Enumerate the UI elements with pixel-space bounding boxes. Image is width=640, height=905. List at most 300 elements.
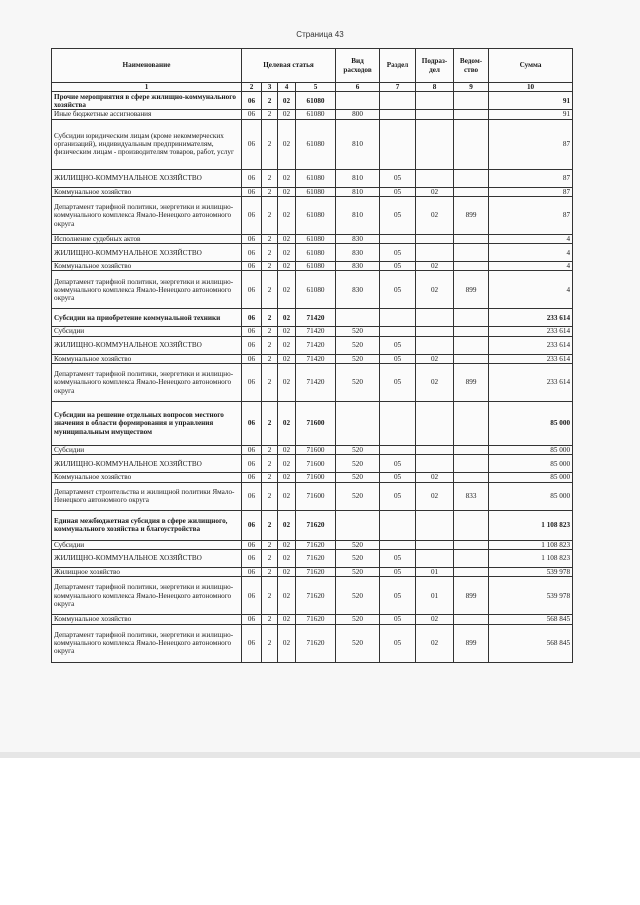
table-row	[52, 92, 573, 110]
cell-expense-type: 520	[336, 364, 380, 402]
cell-direction: 71420	[296, 354, 336, 363]
cell-expense-type: 520	[336, 540, 380, 549]
cell-section: 05	[380, 567, 416, 576]
cell-main-activity: 02	[278, 196, 296, 234]
cell-sum: 233 614	[489, 309, 573, 327]
cell-expense-type: 520	[336, 327, 380, 336]
cell-main-activity: 02	[278, 327, 296, 336]
cell-department	[454, 540, 489, 549]
table-row	[52, 196, 573, 234]
table-row	[52, 271, 573, 309]
cell-expense-type: 520	[336, 446, 380, 455]
cell-program: 06	[242, 540, 262, 549]
cell-subsection	[416, 455, 454, 473]
cell-sum: 4	[489, 244, 573, 262]
cell-sum: 4	[489, 271, 573, 309]
cell-subsection: 02	[416, 354, 454, 363]
cell-main-activity: 02	[278, 92, 296, 110]
cell-direction: 71420	[296, 364, 336, 402]
cell-section: 05	[380, 196, 416, 234]
row-name: ЖИЛИЩНО-КОММУНАЛЬНОЕ ХОЗЯЙСТВО	[52, 336, 242, 354]
cell-department	[454, 262, 489, 271]
cell-main-activity: 02	[278, 615, 296, 624]
row-name: ЖИЛИЩНО-КОММУНАЛЬНОЕ ХОЗЯЙСТВО	[52, 549, 242, 567]
cell-sum: 4	[489, 262, 573, 271]
header-name: Наименование	[52, 49, 242, 83]
col-number: 9	[454, 83, 489, 92]
cell-subprogram: 2	[262, 110, 278, 119]
table-row	[52, 567, 573, 576]
cell-department	[454, 336, 489, 354]
row-name: Субсидии на решение отдельных вопросов местного значения в области формирования и управления муниципальным имуществом	[52, 402, 242, 446]
cell-program: 06	[242, 402, 262, 446]
cell-expense-type: 520	[336, 482, 380, 510]
cell-main-activity: 02	[278, 577, 296, 615]
cell-expense-type: 810	[336, 119, 380, 169]
cell-subprogram: 2	[262, 336, 278, 354]
cell-subprogram: 2	[262, 327, 278, 336]
row-name: Коммунальное хозяйство	[52, 262, 242, 271]
col-number: 6	[336, 83, 380, 92]
cell-sum: 85 000	[489, 446, 573, 455]
cell-direction: 61080	[296, 196, 336, 234]
cell-section	[380, 540, 416, 549]
cell-expense-type: 520	[336, 473, 380, 482]
cell-department	[454, 473, 489, 482]
cell-program: 06	[242, 110, 262, 119]
cell-subprogram: 2	[262, 196, 278, 234]
cell-department	[454, 354, 489, 363]
table-row	[52, 624, 573, 662]
table-row	[52, 354, 573, 363]
col-number: 1	[52, 83, 242, 92]
scan-edge	[0, 752, 640, 758]
cell-direction: 61080	[296, 244, 336, 262]
column-number-row	[52, 83, 573, 92]
cell-main-activity: 02	[278, 482, 296, 510]
cell-subsection: 01	[416, 567, 454, 576]
col-number: 5	[296, 83, 336, 92]
cell-direction: 61080	[296, 110, 336, 119]
cell-program: 06	[242, 473, 262, 482]
cell-expense-type: 810	[336, 169, 380, 187]
cell-sum: 91	[489, 110, 573, 119]
cell-section	[380, 327, 416, 336]
cell-subprogram: 2	[262, 119, 278, 169]
row-name: Департамент тарифной политики, энергетики и жилищно-коммунального комплекса Ямало-Ненецкого автономного округа	[52, 624, 242, 662]
cell-subprogram: 2	[262, 510, 278, 540]
cell-subsection	[416, 540, 454, 549]
cell-direction: 61080	[296, 271, 336, 309]
table-row	[52, 110, 573, 119]
cell-expense-type: 830	[336, 234, 380, 243]
cell-sum: 85 000	[489, 482, 573, 510]
cell-section	[380, 510, 416, 540]
col-number: 4	[278, 83, 296, 92]
cell-direction: 71600	[296, 482, 336, 510]
cell-expense-type: 520	[336, 624, 380, 662]
cell-section: 05	[380, 577, 416, 615]
cell-direction: 71620	[296, 510, 336, 540]
cell-section	[380, 110, 416, 119]
table-row	[52, 262, 573, 271]
cell-main-activity: 02	[278, 244, 296, 262]
cell-direction: 61080	[296, 119, 336, 169]
cell-department: 833	[454, 482, 489, 510]
cell-department	[454, 567, 489, 576]
cell-expense-type	[336, 309, 380, 327]
cell-section: 05	[380, 187, 416, 196]
cell-expense-type: 520	[336, 577, 380, 615]
row-name: Департамент строительства и жилищной политики Ямало-Ненецкого автономного округа	[52, 482, 242, 510]
cell-subprogram: 2	[262, 354, 278, 363]
cell-main-activity: 02	[278, 309, 296, 327]
cell-subprogram: 2	[262, 402, 278, 446]
cell-department	[454, 92, 489, 110]
table-row	[52, 234, 573, 243]
cell-subprogram: 2	[262, 169, 278, 187]
cell-department: 899	[454, 624, 489, 662]
cell-program: 06	[242, 262, 262, 271]
table-row	[52, 119, 573, 169]
cell-section	[380, 309, 416, 327]
cell-program: 06	[242, 615, 262, 624]
cell-department: 899	[454, 577, 489, 615]
row-name: Субсидии	[52, 446, 242, 455]
table-row	[52, 446, 573, 455]
row-name: ЖИЛИЩНО-КОММУНАЛЬНОЕ ХОЗЯЙСТВО	[52, 455, 242, 473]
cell-subsection	[416, 336, 454, 354]
cell-sum: 233 614	[489, 354, 573, 363]
header-row	[52, 49, 573, 83]
cell-section	[380, 446, 416, 455]
cell-sum: 85 000	[489, 473, 573, 482]
cell-direction: 61080	[296, 92, 336, 110]
cell-subsection	[416, 234, 454, 243]
cell-section	[380, 119, 416, 169]
cell-subsection	[416, 402, 454, 446]
cell-subsection: 02	[416, 473, 454, 482]
budget-table	[51, 48, 573, 663]
col-number: 3	[262, 83, 278, 92]
cell-subsection	[416, 119, 454, 169]
cell-program: 06	[242, 364, 262, 402]
cell-subsection	[416, 510, 454, 540]
cell-sum: 233 614	[489, 336, 573, 354]
cell-direction: 71620	[296, 540, 336, 549]
col-number: 8	[416, 83, 454, 92]
cell-department: 899	[454, 364, 489, 402]
cell-program: 06	[242, 327, 262, 336]
table-row	[52, 169, 573, 187]
cell-subsection: 02	[416, 624, 454, 662]
cell-subprogram: 2	[262, 446, 278, 455]
row-name: ЖИЛИЩНО-КОММУНАЛЬНОЕ ХОЗЯЙСТВО	[52, 169, 242, 187]
cell-sum: 87	[489, 169, 573, 187]
cell-program: 06	[242, 196, 262, 234]
row-name: Коммунальное хозяйство	[52, 615, 242, 624]
cell-subprogram: 2	[262, 577, 278, 615]
cell-department: 899	[454, 271, 489, 309]
cell-program: 06	[242, 234, 262, 243]
cell-main-activity: 02	[278, 110, 296, 119]
cell-program: 06	[242, 119, 262, 169]
row-name: Прочие мероприятия в сфере жилищно-коммунального хозяйства	[52, 92, 242, 110]
cell-direction: 71620	[296, 577, 336, 615]
cell-subsection: 02	[416, 364, 454, 402]
row-name: Департамент тарифной политики, энергетики и жилищно-коммунального комплекса Ямало-Ненецкого автономного округа	[52, 364, 242, 402]
cell-program: 06	[242, 244, 262, 262]
table-row	[52, 364, 573, 402]
cell-subsection: 02	[416, 482, 454, 510]
table-row	[52, 336, 573, 354]
cell-department	[454, 169, 489, 187]
cell-main-activity: 02	[278, 187, 296, 196]
cell-section: 05	[380, 364, 416, 402]
cell-main-activity: 02	[278, 336, 296, 354]
table-row	[52, 309, 573, 327]
cell-department	[454, 402, 489, 446]
cell-department	[454, 455, 489, 473]
cell-department	[454, 309, 489, 327]
cell-subprogram: 2	[262, 482, 278, 510]
cell-subprogram: 2	[262, 615, 278, 624]
col-number: 10	[489, 83, 573, 92]
row-name: Исполнение судебных актов	[52, 234, 242, 243]
cell-sum: 87	[489, 119, 573, 169]
cell-subprogram: 2	[262, 455, 278, 473]
cell-department	[454, 110, 489, 119]
cell-subsection: 02	[416, 187, 454, 196]
cell-main-activity: 02	[278, 271, 296, 309]
header-sum: Сумма	[489, 49, 573, 83]
cell-section: 05	[380, 482, 416, 510]
cell-sum: 1 108 823	[489, 510, 573, 540]
cell-direction: 71600	[296, 446, 336, 455]
cell-main-activity: 02	[278, 455, 296, 473]
cell-expense-type: 830	[336, 271, 380, 309]
cell-expense-type: 520	[336, 549, 380, 567]
table-row	[52, 577, 573, 615]
row-name: ЖИЛИЩНО-КОММУНАЛЬНОЕ ХОЗЯЙСТВО	[52, 244, 242, 262]
cell-sum: 233 614	[489, 327, 573, 336]
cell-expense-type: 520	[336, 354, 380, 363]
table-row	[52, 187, 573, 196]
cell-direction: 71620	[296, 615, 336, 624]
cell-main-activity: 02	[278, 234, 296, 243]
table-row	[52, 510, 573, 540]
cell-direction: 71600	[296, 402, 336, 446]
row-name: Субсидии юридическим лицам (кроме некоммерческих организаций), индивидуальным предпринимателям, физическим лицам - производителям товаров, работ, услуг	[52, 119, 242, 169]
cell-subprogram: 2	[262, 540, 278, 549]
cell-main-activity: 02	[278, 169, 296, 187]
cell-main-activity: 02	[278, 446, 296, 455]
header-target-article: Целевая статья	[242, 49, 336, 83]
cell-subsection	[416, 169, 454, 187]
cell-department	[454, 327, 489, 336]
cell-department	[454, 187, 489, 196]
cell-sum: 87	[489, 196, 573, 234]
cell-direction: 71620	[296, 624, 336, 662]
row-name: Департамент тарифной политики, энергетики и жилищно-коммунального комплекса Ямало-Ненецкого автономного округа	[52, 271, 242, 309]
cell-subsection	[416, 549, 454, 567]
cell-program: 06	[242, 482, 262, 510]
cell-program: 06	[242, 354, 262, 363]
cell-subsection	[416, 244, 454, 262]
row-name: Субсидии	[52, 540, 242, 549]
cell-direction: 71420	[296, 336, 336, 354]
cell-direction: 61080	[296, 262, 336, 271]
cell-section: 05	[380, 455, 416, 473]
cell-program: 06	[242, 549, 262, 567]
cell-sum: 4	[489, 234, 573, 243]
cell-program: 06	[242, 271, 262, 309]
row-name: Субсидии	[52, 327, 242, 336]
header-department: Ведом-ство	[454, 49, 489, 83]
cell-expense-type	[336, 510, 380, 540]
cell-department	[454, 119, 489, 169]
row-name: Единая межбюджетная субсидия в сфере жилищного, коммунального хозяйства и благоустройства	[52, 510, 242, 540]
cell-sum: 568 845	[489, 624, 573, 662]
cell-department	[454, 615, 489, 624]
cell-section	[380, 402, 416, 446]
cell-program: 06	[242, 309, 262, 327]
cell-expense-type	[336, 92, 380, 110]
cell-direction: 61080	[296, 234, 336, 243]
cell-section: 05	[380, 244, 416, 262]
cell-expense-type: 810	[336, 196, 380, 234]
cell-department: 899	[454, 196, 489, 234]
row-name: Коммунальное хозяйство	[52, 473, 242, 482]
cell-main-activity: 02	[278, 624, 296, 662]
cell-section	[380, 234, 416, 243]
cell-program: 06	[242, 336, 262, 354]
cell-main-activity: 02	[278, 402, 296, 446]
cell-direction: 61080	[296, 187, 336, 196]
cell-subsection	[416, 92, 454, 110]
cell-subprogram: 2	[262, 262, 278, 271]
cell-section: 05	[380, 624, 416, 662]
cell-sum: 1 108 823	[489, 540, 573, 549]
cell-expense-type: 520	[336, 567, 380, 576]
cell-expense-type: 810	[336, 187, 380, 196]
cell-subprogram: 2	[262, 473, 278, 482]
cell-section: 05	[380, 473, 416, 482]
cell-subprogram: 2	[262, 364, 278, 402]
cell-department	[454, 234, 489, 243]
cell-main-activity: 02	[278, 262, 296, 271]
cell-program: 06	[242, 624, 262, 662]
cell-program: 06	[242, 169, 262, 187]
cell-subprogram: 2	[262, 244, 278, 262]
header-section: Раздел	[380, 49, 416, 83]
table-row	[52, 327, 573, 336]
cell-program: 06	[242, 446, 262, 455]
cell-subprogram: 2	[262, 187, 278, 196]
cell-sum: 85 000	[489, 455, 573, 473]
cell-sum: 539 978	[489, 577, 573, 615]
cell-direction: 71600	[296, 473, 336, 482]
cell-subsection: 02	[416, 196, 454, 234]
cell-subsection	[416, 110, 454, 119]
row-name: Субсидии на приобретение коммунальной техники	[52, 309, 242, 327]
cell-main-activity: 02	[278, 354, 296, 363]
cell-subsection: 02	[416, 615, 454, 624]
cell-subsection	[416, 446, 454, 455]
cell-main-activity: 02	[278, 119, 296, 169]
cell-sum: 539 978	[489, 567, 573, 576]
cell-subprogram: 2	[262, 567, 278, 576]
cell-expense-type: 830	[336, 262, 380, 271]
cell-section: 05	[380, 169, 416, 187]
cell-department	[454, 510, 489, 540]
cell-department	[454, 446, 489, 455]
cell-direction: 71600	[296, 455, 336, 473]
cell-subsection	[416, 327, 454, 336]
cell-subprogram: 2	[262, 271, 278, 309]
cell-department	[454, 244, 489, 262]
table-row	[52, 244, 573, 262]
row-name: Жилищное хозяйство	[52, 567, 242, 576]
cell-subsection: 01	[416, 577, 454, 615]
cell-main-activity: 02	[278, 473, 296, 482]
cell-direction: 71420	[296, 327, 336, 336]
table-row	[52, 615, 573, 624]
cell-section: 05	[380, 271, 416, 309]
cell-expense-type: 520	[336, 615, 380, 624]
cell-direction: 71420	[296, 309, 336, 327]
col-number: 2	[242, 83, 262, 92]
cell-subsection: 02	[416, 271, 454, 309]
row-name: Иные бюджетные ассигнования	[52, 110, 242, 119]
cell-program: 06	[242, 567, 262, 576]
cell-subprogram: 2	[262, 309, 278, 327]
table-body	[52, 92, 573, 662]
cell-main-activity: 02	[278, 510, 296, 540]
table-row	[52, 402, 573, 446]
cell-subsection	[416, 309, 454, 327]
cell-direction: 71620	[296, 549, 336, 567]
col-number: 7	[380, 83, 416, 92]
table-row	[52, 473, 573, 482]
cell-subprogram: 2	[262, 234, 278, 243]
cell-subprogram: 2	[262, 549, 278, 567]
cell-direction: 61080	[296, 169, 336, 187]
cell-section: 05	[380, 354, 416, 363]
cell-sum: 91	[489, 92, 573, 110]
cell-section: 05	[380, 615, 416, 624]
row-name: Коммунальное хозяйство	[52, 187, 242, 196]
cell-program: 06	[242, 92, 262, 110]
cell-sum: 568 845	[489, 615, 573, 624]
table-row	[52, 540, 573, 549]
cell-expense-type	[336, 402, 380, 446]
cell-section: 05	[380, 336, 416, 354]
row-name: Департамент тарифной политики, энергетики и жилищно-коммунального комплекса Ямало-Ненецкого автономного округа	[52, 577, 242, 615]
cell-program: 06	[242, 510, 262, 540]
cell-main-activity: 02	[278, 540, 296, 549]
cell-main-activity: 02	[278, 549, 296, 567]
header-subsection: Подраз-дел	[416, 49, 454, 83]
cell-section: 05	[380, 549, 416, 567]
cell-main-activity: 02	[278, 567, 296, 576]
cell-program: 06	[242, 577, 262, 615]
cell-expense-type: 520	[336, 455, 380, 473]
cell-subprogram: 2	[262, 624, 278, 662]
cell-sum: 85 000	[489, 402, 573, 446]
cell-direction: 71620	[296, 567, 336, 576]
cell-expense-type: 520	[336, 336, 380, 354]
